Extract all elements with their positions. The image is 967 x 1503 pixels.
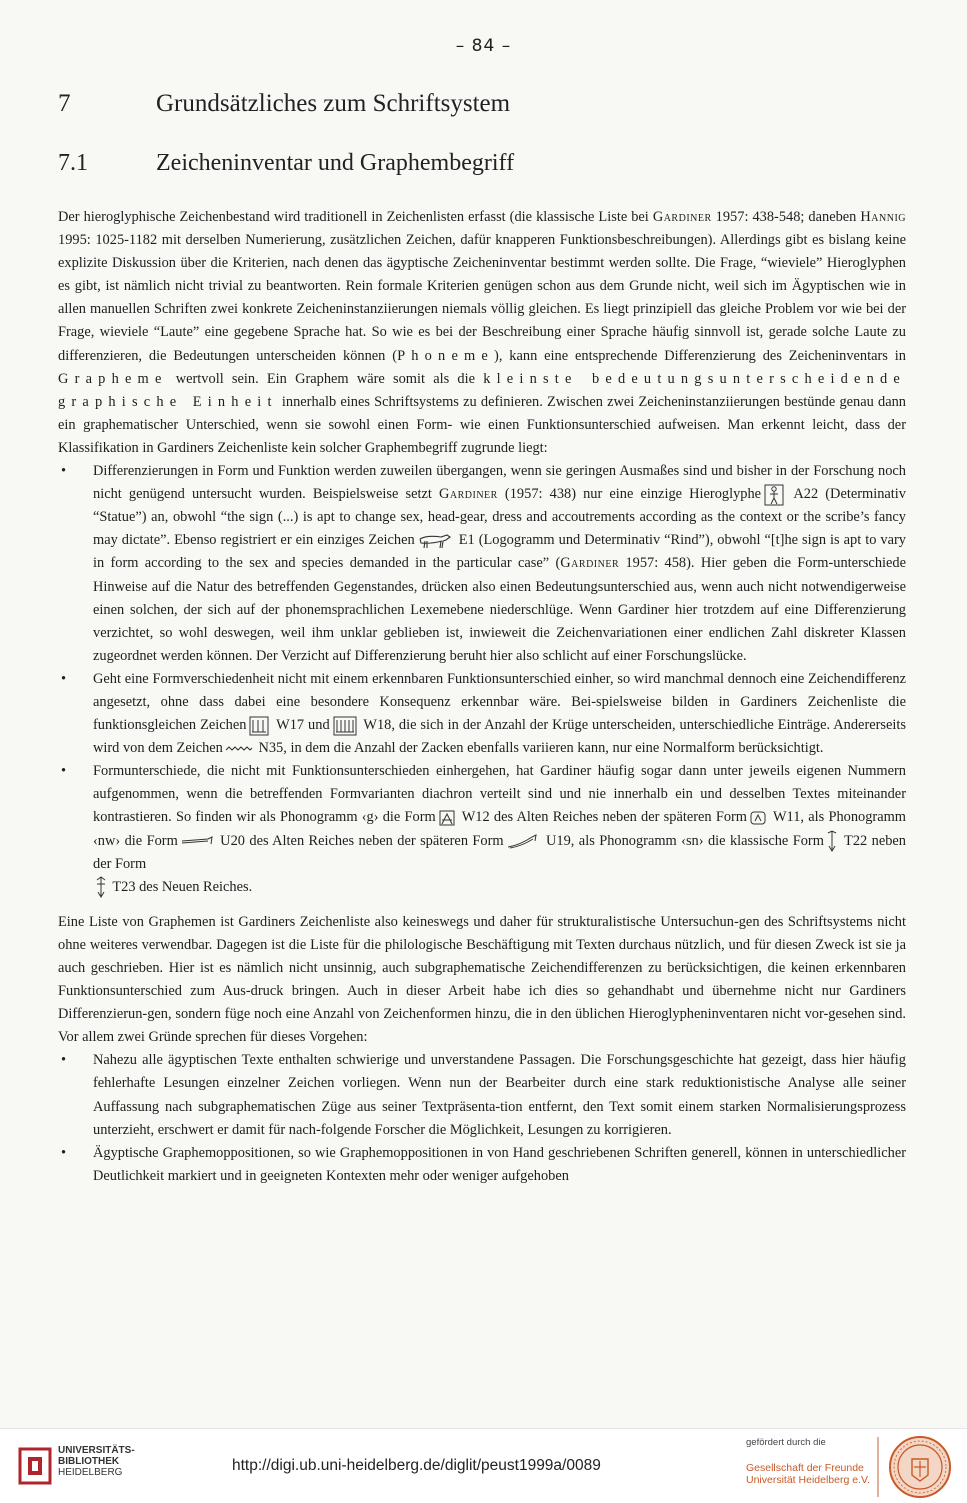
ub-heidelberg-logo-icon: [18, 1447, 52, 1485]
statue-hieroglyph-icon: [763, 484, 785, 506]
chapter-heading: [58, 90, 510, 118]
bullet-marker: •: [61, 1052, 67, 1069]
sponsor-name-line1: Gesellschaft der Freunde: [746, 1462, 864, 1474]
page-number: – 84 –: [455, 36, 512, 56]
sponsor-block: [746, 1437, 876, 1486]
document-url-link[interactable]: http://digi.ub.uni-heidelberg.de/diglit/peust1999a/0089: [232, 1457, 601, 1474]
bullet-item-4: • Nahezu alle ägyptischen Texte enthalten schwierige und unverstandene Passagen. Die Forschungsgeschichte hat gezeigt, dass hier häufig fehlerhafte Lesungen einzelner Zeichen vorliegen. Wenn nun der Bearbeiter durch eine stark reduktionistische Analyse alle seiner Auffassung nach subgraphematischen Züge aus seiner Textpräsenta-tion entfernt, den Text somit einem starken Normalisierungsprozess unterzieht, erschwert er damit für nach-folgende Forscher die Möglichkeit, Lesungen zu korrigieren.: [58, 1049, 906, 1141]
chapter-number: 7: [58, 90, 71, 117]
bullet-marker: •: [61, 463, 67, 480]
body-text: [58, 206, 906, 1188]
bullet-item-5: • Ägyptische Graphemoppositionen, so wie Graphemoppositionen in von Hand geschriebenen Schriften generell, können in unterschiedlicher Deutlichkeit markiert und in geeigneten Kontexten mehr oder weniger aufgehoben: [58, 1142, 906, 1188]
bullet-marker: •: [61, 1144, 67, 1161]
cattle-hieroglyph-icon: [417, 532, 453, 550]
university-seal-icon: [888, 1435, 952, 1499]
sponsor-divider: [877, 1437, 879, 1497]
paragraph-1: Der hieroglyphische Zeichenbestand wird traditionell in Zeichenlisten erfasst (die klassische Liste bei Gardiner 1957: 438-548; daneben Hannig 1995: 1025-1182 mit derselben Numerierung, zusätzlichen Zeichen, dafür knapperen Funktionsbeschreibungen). Allerdings gibt es bislang keine explizite Diskussion über die Kriterien, nach denen das ägyptische Zeicheninventar bestimmt werden sollte. Die Frage, “wieviele” Hieroglyphen es gibt, ist nämlich nicht trivial zu beantworten. Rein formale Kriterien genügen schon aus dem Grunde nicht, weil sich im Ägyptischen wie in allen manuellen Schriften zwei konkrete Zeicheninstanziierungen niemals völlig gleichen. Es liegt prinzipiell das gleiche Problem vor wie bei der Frage, wieviele “Laute” eine gegebene Sprache hat. So wie es bei der Beschreibung einer Sprache häufig sinnvoll ist, gerade solche Laute zu differenzieren, die Bedeutungen unterscheiden können (Phoneme), kann eine entsprechende Differenzierung des Zeicheninventars in Grapheme wertvoll sein. Ein Graphem wäre somit als die kleinste bedeutungsunterscheidende graphische Einheit innerhalb eines Schriftsystems zu definieren. Zwischen zwei Zeicheninstanziierungen bestünde genau dann ein graphematischer Unterschied, wenn sie sowohl einen Form- wie einen Funktionsunterschied aufweisen. Man erkennt leicht, dass der Klassifikation in Gardiners Zeichenliste kein solcher Graphembegriff zugrunde liegt:: [58, 209, 907, 456]
jar-stand-w12-icon: [438, 809, 456, 827]
section-number: 7.1: [58, 150, 88, 176]
bullet-marker: •: [61, 670, 67, 687]
water-ripple-icon: [225, 744, 253, 754]
section-title: Zeicheninventar und Graphembegriff: [156, 150, 515, 176]
bullet-marker: •: [61, 763, 67, 780]
jar-stand-w17-icon: [248, 715, 270, 737]
sponsor-label: gefördert durch die: [746, 1437, 826, 1448]
adze-u20-icon: [180, 835, 214, 847]
arrow-t22-icon: [826, 830, 838, 852]
chapter-title: Grundsätzliches zum Schriftsystem: [156, 90, 511, 117]
bullet-item-2: • Geht eine Formverschiedenheit nicht mit einem erkennbaren Funktionsunterschied einher, so wird manchmal dennoch eine Zeichendifferenz angesetzt, ohne dass dabei eine besondere Konsequenz erkennbar wäre. Bei-spielsweise bilden in Gardiners Zeichenliste die funktionsgleichen Zeichen W17 und W18, die sich in der Anzahl der Krüge unterscheiden, unterschiedliche Einträge. Andererseits wird von dem Zeichen N35, in dem die Anzahl der Zacken ebenfalls variieren kann, nur eine Normalform berücksichtigt.: [58, 668, 906, 760]
viewer-footer: [0, 1428, 967, 1503]
bullet-item-3: • Formunterschiede, die nicht mit Funktionsunterschieden einhergehen, hat Gardiner häufig sogar dann unter jeweils eigenen Nummern aufgenommen, wenn die betreffenden Formvarianten diachron verteilt sind und nie innerhalb ein und desselben Textes miteinander kontrastieren. So finden wir als Phonogramm ‹g› die Form W12 des Alten Reiches neben der späteren Form W11, als Phonogramm ‹nw› die Form U20 des Alten Reiches neben der späteren Form U19, als Phonogramm ‹sn› die klassische Form T22 neben der Form T23 des Neuen Reiches.: [58, 760, 906, 899]
arrow-t23-icon: [95, 876, 107, 898]
jar-stand-w11-icon: [749, 809, 767, 827]
paragraph-2: Eine Liste von Graphemen ist Gardiners Zeichenliste also keineswegs und daher für strukturalistische Untersuchun-gen des Schriftsystems nicht ohne weiteres verwendbar. Dagegen ist die Liste für die philologische Beschäftigung mit Texten durchaus nützlich, und für diesen Zweck ist sie ja auch geschrieben. Hier ist es nämlich nicht unsinnig, auch subgraphematische Zeichendifferenzen zu berücksichtigen, die keinen erkennbaren Funktionsunterschied zum Aus-druck bringen. Auch in dieser Arbeit habe ich dies so gehandhabt und übernehme nicht nur Gardiners Differenzierun-gen, sondern füge noch eine Anzahl von Zeichenformen hinzu, die in den üblichen Hieroglypheninventaren nicht vor-gesehen sind. Vor allem zwei Gründe sprechen für dieses Vorgehen:: [58, 913, 906, 1046]
section-heading: [58, 150, 514, 177]
sponsor-name-line2: Universität Heidelberg e.V.: [746, 1474, 870, 1486]
jar-stand-w18-icon: [332, 715, 358, 737]
bullet-item-1: • Differenzierungen in Form und Funktion werden zuweilen übergangen, wenn sie geringen Ausmaßes sind und bisher in der Forschung noch nicht genügend untersucht wurden. Beispielsweise setzt Gardiner (1957: 438) nur eine einzige Hieroglyphe A22 (Determinativ “Statue”) an, obwohl “the sign (...) is apt to change sex, head-gear, dress and accoutrements according as the context or the scribe’s fancy may dictate”. Ebenso registriert er ein einziges Zeichen E1 (Logogramm und Determinativ “Rind”), obwohl “[t]he sign is apt to vary in form according to the sex and species demanded in the particular case” (Gardiner 1957: 458). Hier geben die Form-unterschiede Hinweise auf die Natur des betreffenden Gegenstandes, drücken also einen Bedeutungsunterschied aus, wenn auch nicht notwendigerweise einen solchen, der sich auf der phonemsprachlichen Lexemebene niederschlüge. Wenn Gardiner hier trotzdem auf eine Differenzierung verzichtet, so wohl deswegen, weil ihm unklar geblieben ist, inwieweit die Zeichenvariationen einer endlichen Zahl diskreter Klassen zugeordnet werden können. Der Verzicht auf Differenzierung beruht hier also schlicht auf einer Forschungslücke.: [58, 460, 906, 668]
adze-u19-icon: [506, 833, 540, 849]
library-name: UNIVERSITÄTS- BIBLIOTHEK HEIDELBERG: [58, 1445, 135, 1478]
